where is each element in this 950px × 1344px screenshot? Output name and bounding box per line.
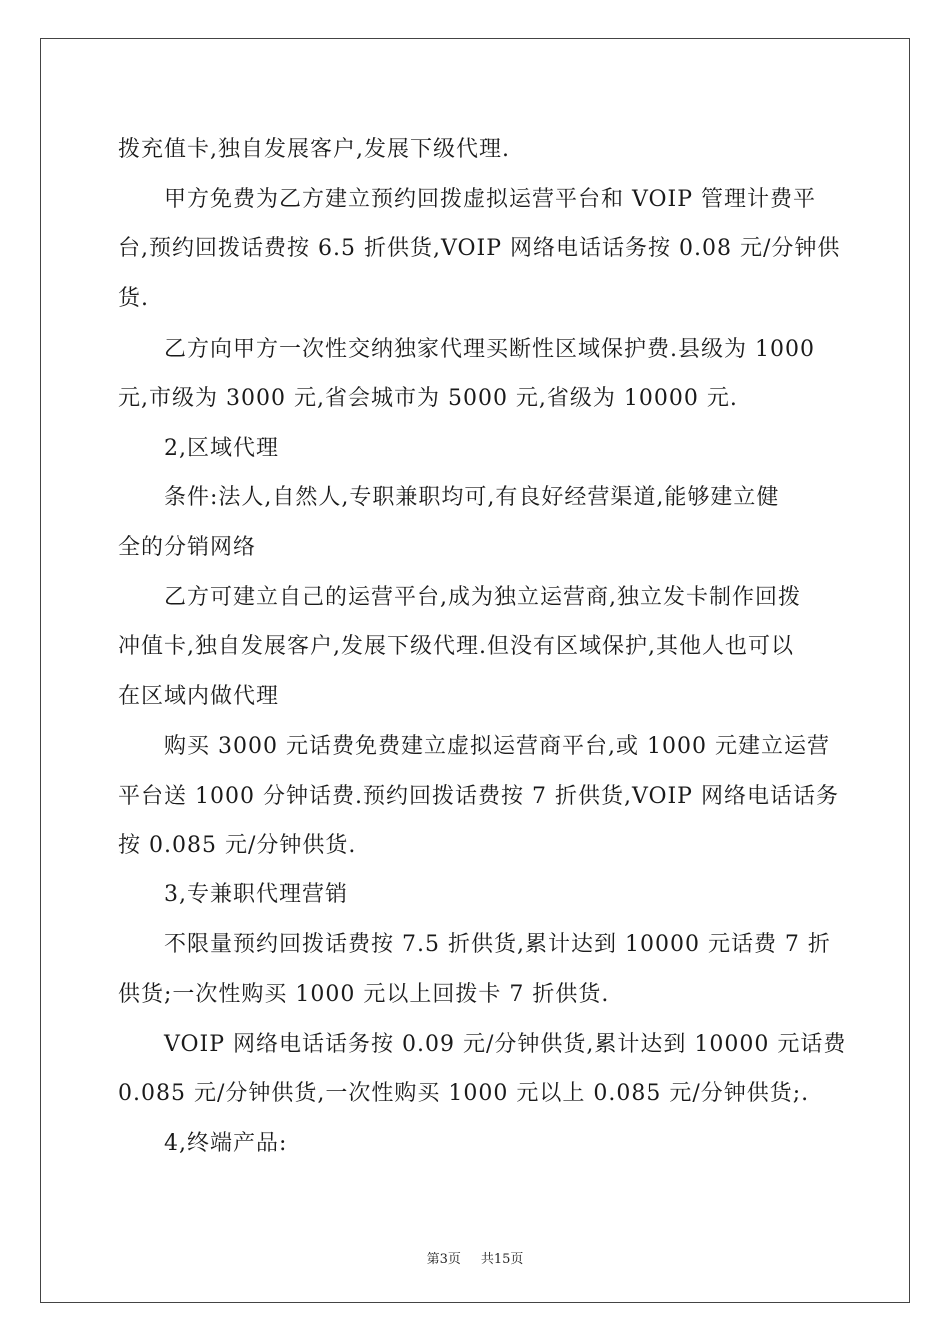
page-total: 共15页 xyxy=(480,1252,524,1267)
text-line: 货. xyxy=(118,286,149,311)
paragraph-start: VOIP 网络电话话务按 0.09 元/分钟供货,累计达到 10000 元话费 xyxy=(164,1032,847,1057)
page-number: 第3页 xyxy=(426,1252,461,1267)
paragraph-start: 甲方免费为乙方建立预约回拨虚拟运营平台和 VOIP 管理计费平 xyxy=(164,187,817,212)
text-line: 拨充值卡,独自发展客户,发展下级代理. xyxy=(118,137,510,162)
paragraph-start: 条件:法人,自然人,专职兼职均可,有良好经营渠道,能够建立健 xyxy=(164,485,780,510)
text-line: 元,市级为 3000 元,省会城市为 5000 元,省级为 10000 元. xyxy=(118,386,738,411)
paragraph-start: 不限量预约回拨话费按 7.5 折供货,累计达到 10000 元话费 7 折 xyxy=(164,932,831,957)
paragraph-start: 乙方向甲方一次性交纳独家代理买断性区域保护费.县级为 1000 xyxy=(164,337,815,362)
text-line: 在区域内做代理 xyxy=(118,684,280,709)
paragraph-start: 乙方可建立自己的运营平台,成为独立运营商,独立发卡制作回拨 xyxy=(164,585,801,610)
page-border xyxy=(40,38,910,1303)
text-line: 台,预约回拨话费按 6.5 折供货,VOIP 网络电话话务按 0.08 元/分钟供 xyxy=(118,236,841,261)
section-heading: 4,终端产品: xyxy=(164,1131,288,1156)
section-heading: 3,专兼职代理营销 xyxy=(164,882,348,907)
text-line: 冲值卡,独自发展客户,发展下级代理.但没有区域保护,其他人也可以 xyxy=(118,634,794,659)
text-line: 平台送 1000 分钟话费.预约回拨话费按 7 折供货,VOIP 网络电话话务 xyxy=(118,784,839,809)
text-line: 供货;一次性购买 1000 元以上回拨卡 7 折供货. xyxy=(118,982,610,1007)
text-line: 全的分销网络 xyxy=(118,535,257,560)
section-heading: 2,区域代理 xyxy=(164,436,279,461)
text-line: 0.085 元/分钟供货,一次性购买 1000 元以上 0.085 元/分钟供货;. xyxy=(118,1081,810,1106)
paragraph-start: 购买 3000 元话费免费建立虚拟运营商平台,或 1000 元建立运营 xyxy=(164,734,830,759)
page-footer xyxy=(0,1248,950,1267)
text-line: 按 0.085 元/分钟供货. xyxy=(118,833,357,858)
